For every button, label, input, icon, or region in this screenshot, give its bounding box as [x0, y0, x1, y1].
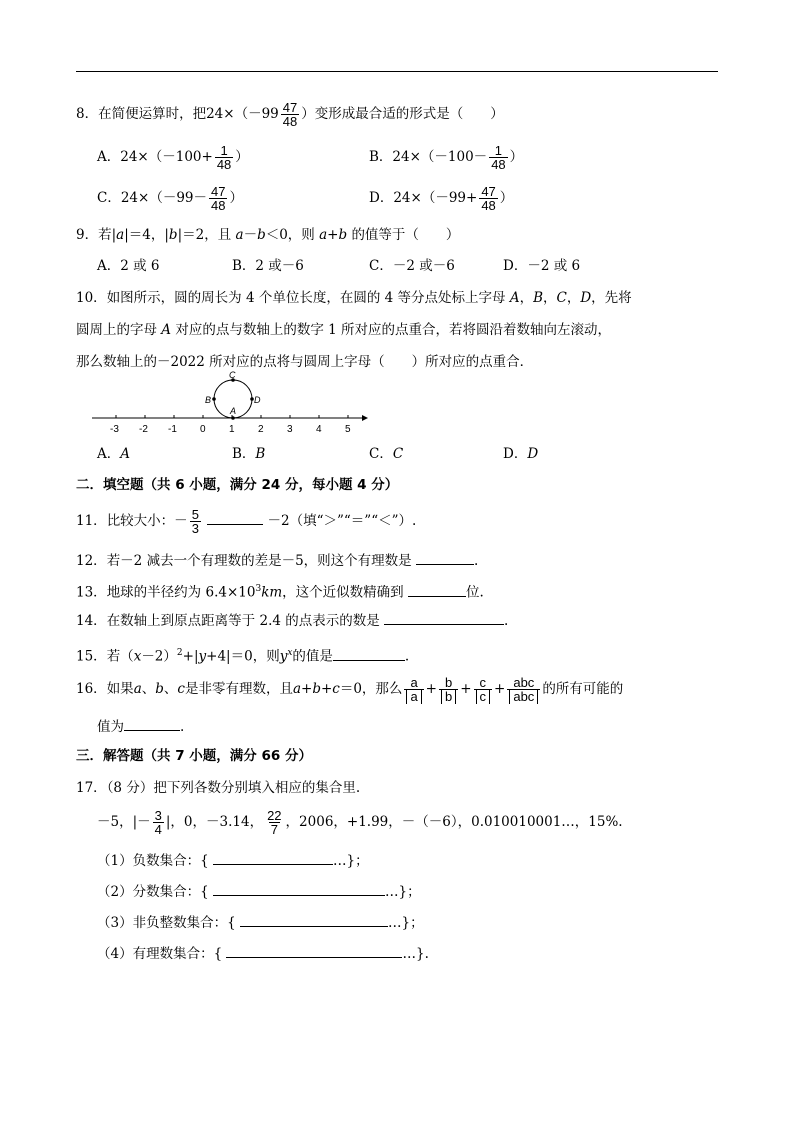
question-16: 16．如果a、b、c是非零有理数，且a+b+c＝0，那么 $\frac{a}{a}$ + $\frac{b}{b}$ + $\frac{c}{c}$ + $\frac{\text{abc}}{\text{abc}}$ 的所有可能的: [76, 675, 624, 704]
set-nonnegative-integer: （3）非负整数集合：{ …}；: [97, 912, 424, 933]
answer-blank[interactable]: [124, 716, 180, 731]
fraction: $\frac{47}{48}$: [211, 184, 226, 213]
answer-blank[interactable]: [240, 912, 388, 927]
option-c[interactable]: C．C: [369, 446, 404, 462]
fraction: $\frac{\text{abc}}{\text{abc}}$: [507, 676, 540, 703]
question-16-line-2: 值为 .: [97, 716, 184, 737]
fraction: $\frac{22}{7}$: [267, 808, 282, 837]
fraction: $\frac{c}{c}$: [474, 676, 493, 703]
question-number: 12．: [76, 553, 107, 569]
number-list: －5，|－ $\frac{3}{4}$ |，0，－3.14， $\frac{22}{7}$ ，2006，+1.99，－（－6），0.010010001…，15%.: [97, 808, 623, 837]
tick-label: 1: [229, 424, 235, 435]
question-10-line-3: 那么数轴上的－2022 所对应的点将与圆周上字母（ ）所对应的点重合．: [76, 354, 534, 370]
question-15: 15．若$(x-2)^2+|y+4|=0$，则$y^x$的值是 .: [76, 643, 409, 667]
answer-blank[interactable]: [226, 943, 402, 958]
answer-blank[interactable]: [207, 510, 263, 525]
axis-arrow: [362, 415, 368, 421]
option-c[interactable]: C．－2 或－6: [369, 258, 455, 274]
question-text: 变形成最合适的形式是（ ）: [314, 106, 504, 122]
mixed-number-whole: －99: [248, 106, 279, 122]
tick-label: 4: [316, 424, 322, 435]
option-c[interactable]: C．24×（－99－ $\frac{47}{48}$ ）: [97, 184, 243, 213]
answer-blank[interactable]: [416, 550, 474, 565]
question-17: 17．（8 分）把下列各数分别填入相应的集合里.: [76, 780, 361, 796]
tick-label: -1: [168, 424, 177, 435]
question-10-line-2: 圆周上的字母 A 对应的点与数轴上的数字 1 所对应的点重合，若将圆沿着数轴向左滚动，: [76, 322, 612, 338]
point-a: [231, 416, 235, 420]
tick-label: -3: [110, 424, 119, 435]
question-number: 8．: [76, 106, 99, 122]
tick-label: 3: [287, 424, 293, 435]
question-12: 12．若－2 减去一个有理数的差是－5，则这个有理数是 .: [76, 550, 478, 571]
fraction: $\frac{b}{b}$: [439, 676, 458, 703]
option-b[interactable]: B．B: [232, 446, 266, 462]
fraction: $\frac{47}{48}$: [481, 184, 496, 213]
answer-blank[interactable]: [213, 850, 333, 865]
tick-label: 2: [258, 424, 264, 435]
question-8: 8．在简便运算时，把24×（－99 $\frac{47}{48}$ ）变形成最合适的形式是（ ）: [76, 100, 504, 129]
question-number: 9．: [76, 227, 99, 243]
option-b[interactable]: B．24×（－100－ $\frac{1}{48}$ ）: [369, 143, 524, 172]
option-a[interactable]: A．24×（－100+ $\frac{1}{48}$ ）: [97, 143, 249, 172]
answer-blank[interactable]: [384, 610, 504, 625]
option-a[interactable]: A．A: [97, 446, 130, 462]
question-9: 9．若|a|＝4，|b|＝2，且 a－b＜0，则 a+b 的值等于（ ）: [76, 227, 460, 243]
section-heading-solve: 三．解答题（共 7 小题，满分 66 分）: [76, 748, 312, 764]
fraction: $\frac{1}{48}$: [216, 143, 232, 172]
option-a[interactable]: A．2 或 6: [97, 258, 160, 274]
question-number: 10．: [76, 290, 107, 306]
fraction: $\frac{3}{4}$: [154, 808, 162, 837]
fraction: $\frac{1}{48}$: [491, 143, 506, 172]
fraction: $\frac{47}{48}$: [282, 100, 298, 129]
question-11: 11．比较大小：－ $\frac{5}{3}$ －2（填“＞”“＝”“＜”）.: [76, 507, 417, 536]
question-number: 13．: [76, 584, 107, 601]
option-b[interactable]: B．2 或－6: [232, 258, 304, 274]
question-10-line-1: 10．如图所示，圆的周长为 4 个单位长度，在圆的 4 等分点处标上字母 A，B，C，D，先将: [76, 290, 632, 306]
number-line-figure: [90, 370, 370, 438]
tick-label: 0: [200, 424, 206, 435]
set-fraction: （2）分数集合：{ …}；: [97, 881, 421, 902]
expression: 24×（: [206, 106, 249, 122]
answer-blank[interactable]: [333, 646, 405, 661]
question-number: 17．: [76, 780, 107, 796]
question-text: 在简便运算时，把: [98, 106, 207, 122]
header-rule: [76, 71, 718, 72]
option-d[interactable]: D．24×（－99+ $\frac{47}{48}$ ）: [369, 184, 514, 213]
set-rational: （4）有理数集合：{ …}.: [97, 943, 429, 964]
question-number: 15．: [76, 648, 107, 665]
tick-label: -2: [139, 424, 148, 435]
question-number: 14．: [76, 613, 107, 629]
fraction: $\frac{5}{3}$: [191, 507, 199, 536]
option-d[interactable]: D．D: [503, 446, 539, 462]
option-d[interactable]: D．－2 或 6: [503, 258, 581, 274]
section-heading-fill-in: 二．填空题（共 6 小题，满分 24 分，每小题 4 分）: [76, 477, 399, 493]
point-b: [212, 397, 216, 401]
label-d: D: [254, 395, 261, 405]
set-negative: （1）负数集合：{ …}；: [97, 850, 369, 871]
label-c: C: [229, 370, 236, 380]
label-b: B: [205, 395, 212, 405]
question-13: 13．地球的半径约为 $6.4\times 10^3km$，这个近似数精确到 位.: [76, 579, 484, 603]
tick-label: 5: [345, 424, 351, 435]
label-a: A: [230, 406, 237, 416]
question-number: 11．: [76, 513, 107, 529]
question-number: 16．: [76, 681, 107, 697]
fraction: $\frac{a}{a}$: [404, 676, 423, 703]
answer-blank[interactable]: [213, 881, 385, 896]
answer-blank[interactable]: [408, 582, 466, 597]
question-14: 14．在数轴上到原点距离等于 2.4 的点表示的数是 .: [76, 610, 508, 631]
